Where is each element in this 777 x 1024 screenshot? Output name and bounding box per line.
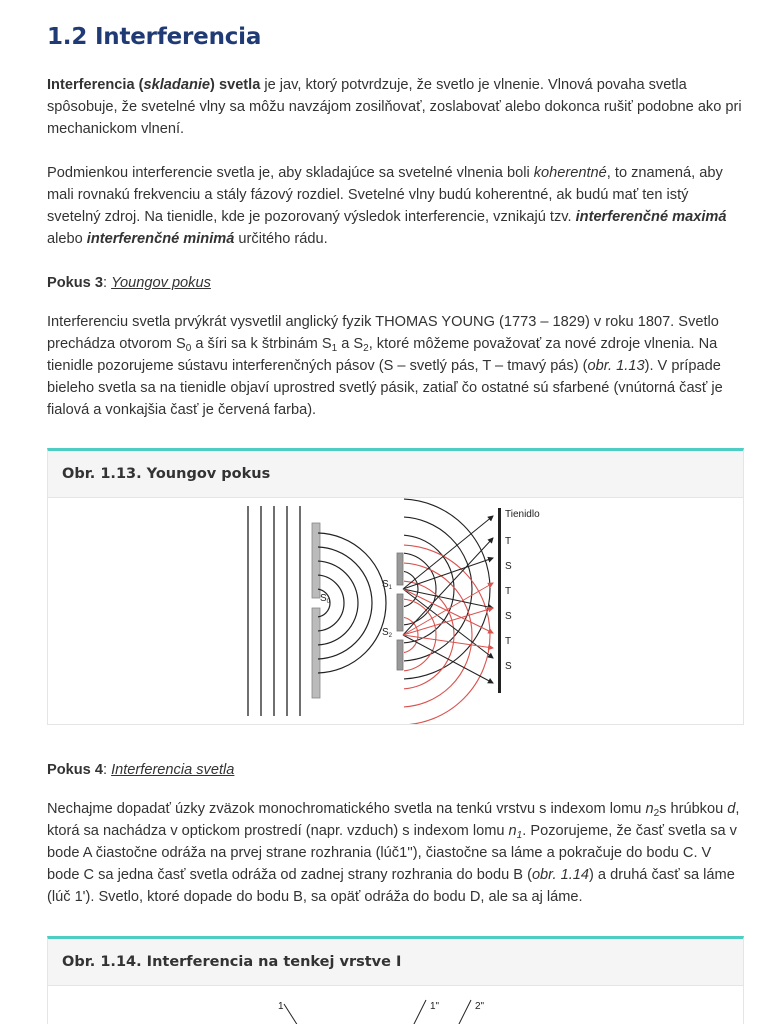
- symbol-n: n: [645, 801, 654, 817]
- paragraph-thin-layer: [47, 798, 744, 908]
- rays-black: [403, 516, 493, 683]
- subscript: 1: [516, 830, 523, 841]
- pokus-4-heading: [47, 759, 744, 781]
- figure-body: [48, 986, 743, 1024]
- ray-1pp-label: 1": [430, 1001, 440, 1012]
- s2-label: $S_2$: [382, 627, 393, 639]
- s0-label: $S_0$: [320, 593, 331, 605]
- symbol-n: n: [508, 823, 517, 839]
- text: určitého rádu.: [234, 231, 328, 247]
- definition-text: je jav, ktorý potvrdzuje, že svetlo je vlnenie. Vlnová povaha svetla spôsobuje, že svetelné vlny sa môžu navzájom zosilňovať, zoslabovať alebo dokonca rušiť podobne ako pri mechanickom vlnení.: [47, 77, 742, 137]
- term-bold-1: Interferencia (: [47, 77, 144, 93]
- thin-layer-diagram: [48, 986, 743, 1024]
- screen-label: Tienidlo: [505, 509, 540, 520]
- symbol-d: d: [727, 801, 736, 817]
- s1-label: $S_1$: [382, 579, 393, 591]
- paragraph-young: [47, 311, 744, 421]
- ray-1: [284, 1004, 298, 1024]
- figure-body: [48, 498, 743, 724]
- separator: :: [102, 275, 112, 291]
- figure-thin-layer: [47, 936, 744, 1024]
- term-koherentne: koherentné: [533, 165, 607, 181]
- figure-youngov-pokus: [47, 448, 744, 725]
- ray-2pp-label: 2": [475, 1001, 485, 1012]
- band-label: S: [505, 561, 512, 572]
- term-maxima: interferenčné maximá: [575, 209, 727, 225]
- text: alebo: [47, 231, 87, 247]
- figure-caption: Obr. 1.14. Interferencia na tenkej vrstve I: [48, 939, 743, 986]
- paragraph-coherence: [47, 162, 744, 250]
- text: . Pozorujeme, že časť svetla sa v bode A čiastočne odráža na prvej strane rozhrania (lúč1''), čiastočne sa láme a pokračuje do bodu C. V bode C sa jedna časť svetla odráža od zadnej strany rozhrania do bodu B (: [47, 823, 737, 883]
- term-bold-2: ) svetla: [210, 77, 261, 93]
- text: a šíri sa k štrbinám S: [191, 336, 332, 352]
- young-experiment-diagram: [48, 498, 743, 724]
- text: , ktorá sa nachádza v optickom prostredí (napr. vzduch) s indexom lomu: [47, 801, 740, 839]
- band-label: T: [505, 636, 512, 647]
- plane-wavefronts: [248, 506, 300, 716]
- page-title: 1.2 Interferencia: [47, 24, 262, 50]
- text: s hrúbkou: [659, 801, 728, 817]
- band-label: T: [505, 536, 512, 547]
- figure-reference: obr. 1.14: [531, 867, 590, 883]
- subscript: 0: [185, 343, 192, 354]
- text: Podmienkou interferencie svetla je, aby skladajúce sa svetelné vlnenia boli: [47, 165, 534, 181]
- term-minima: interferenčné minimá: [86, 231, 235, 247]
- text: Nechajme dopadať úzky zväzok monochromatického svetla na tenkú vrstvu s indexom lomu: [47, 801, 646, 817]
- separator: :: [102, 762, 112, 778]
- band-label: S: [505, 611, 512, 622]
- barrier-s0: [312, 523, 320, 698]
- figure-caption: Obr. 1.13. Youngov pokus: [48, 451, 743, 498]
- figure-reference: obr. 1.13: [587, 358, 645, 374]
- subscript: 2: [653, 808, 660, 819]
- pokus-3-label: Pokus 3: [47, 275, 103, 291]
- screen-tienidlo: [498, 508, 501, 693]
- youngov-pokus-link[interactable]: Youngov pokus: [111, 275, 211, 291]
- pokus-3-heading: [47, 272, 744, 294]
- text: , ktoré môžeme považovať za nové zdroje vlnenia. Na tienidle pozorujeme sústavu interferenčných pásov (S – svetlý pás, T – tmavý pás) (: [47, 336, 718, 374]
- term-bold-italic: skladanie: [143, 77, 211, 93]
- barrier-s1-s2: [397, 553, 403, 670]
- ray-2pp: [458, 1000, 471, 1024]
- pokus-4-label: Pokus 4: [47, 762, 103, 778]
- subscript: 1: [331, 343, 338, 354]
- ray-1-label: 1: [278, 1001, 284, 1012]
- text: ) a druhá časť sa láme (lúč 1'). Svetlo, ktoré dopade do bodu B, sa opäť odráža do bodu D, ale sa aj láme.: [47, 867, 735, 905]
- band-label: T: [505, 586, 512, 597]
- text: a S: [337, 336, 364, 352]
- subscript: 2: [363, 343, 369, 354]
- interferencia-svetla-link[interactable]: Interferencia svetla: [111, 762, 235, 778]
- band-label: S: [505, 661, 512, 672]
- text: Interferenciu svetla prvýkrát vysvetlil anglický fyzik THOMAS YOUNG (1773 – 1829) v roku 1807. Svetlo prechádza otvorom S: [47, 314, 719, 352]
- paragraph-definition: [47, 74, 744, 140]
- text: , to znamená, aby mali rovnakú frekvenciu a stály fázový rozdiel. Svetelné vlny budú koherentné, ak budú mať ten istý svetelný zdroj. Na tienidle, kde je pozorovaný výsledok interferencie, vznikajú tzv.: [47, 165, 723, 225]
- band-labels: [505, 536, 512, 672]
- ray-1pp: [413, 1000, 426, 1024]
- text: ). V prípade bieleho svetla sa na tienidle objaví uprostred svetlý pásik, zatiaľ čo ostatné sú sfarbené (vnútorná časť je fialová a vonkajšia časť je červená farba).: [47, 358, 723, 418]
